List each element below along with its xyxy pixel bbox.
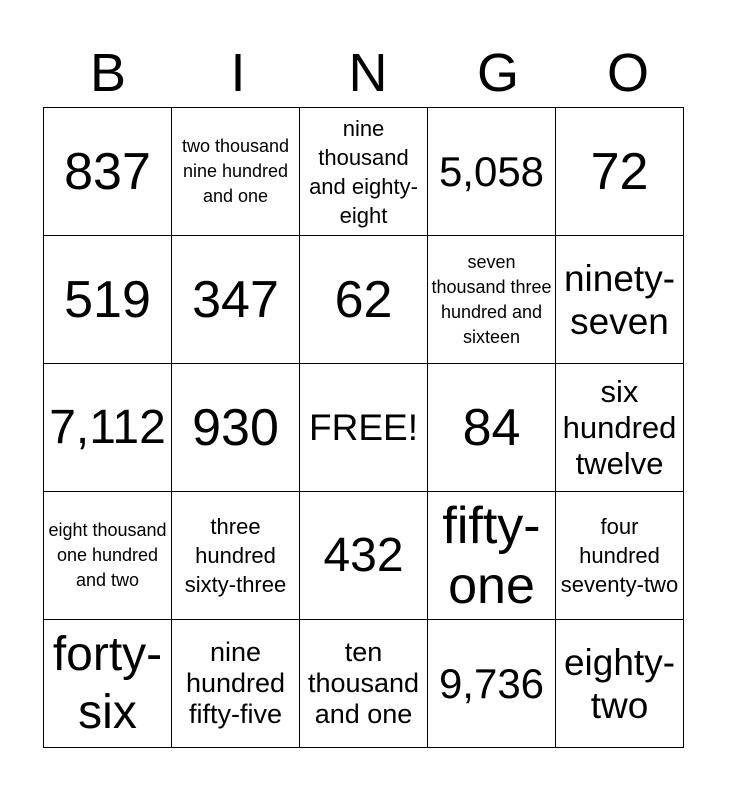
bingo-cell[interactable]: 837 — [44, 108, 172, 236]
bingo-cell[interactable]: three hundred sixty-three — [172, 492, 300, 620]
bingo-cell[interactable]: seven thousand three hundred and sixteen — [428, 236, 556, 364]
bingo-cell[interactable]: 432 — [300, 492, 428, 620]
free-space[interactable]: FREE! — [300, 364, 428, 492]
board-row — [44, 492, 684, 620]
bingo-cell[interactable]: 347 — [172, 236, 300, 364]
bingo-cell[interactable]: two thousand nine hundred and one — [172, 108, 300, 236]
bingo-cell[interactable]: ten thousand and one — [300, 620, 428, 748]
bingo-cell[interactable]: four hundred seventy-two — [556, 492, 684, 620]
bingo-cell[interactable]: ninety-seven — [556, 236, 684, 364]
bingo-cell[interactable]: fifty-one — [428, 492, 556, 620]
bingo-cell[interactable]: 5,058 — [428, 108, 556, 236]
bingo-board — [43, 107, 684, 748]
bingo-cell[interactable]: 72 — [556, 108, 684, 236]
header-letter-g: G — [476, 43, 519, 103]
bingo-cell[interactable]: nine hundred fifty-five — [172, 620, 300, 748]
bingo-cell[interactable]: 930 — [172, 364, 300, 492]
board-row — [44, 108, 684, 236]
bingo-cell[interactable]: 9,736 — [428, 620, 556, 748]
bingo-cell[interactable]: eight thousand one hundred and two — [44, 492, 172, 620]
bingo-header — [43, 40, 693, 106]
header-letter-o: O — [606, 43, 649, 103]
board-row — [44, 364, 684, 492]
bingo-cell[interactable]: 7,112 — [44, 364, 172, 492]
bingo-cell[interactable]: 519 — [44, 236, 172, 364]
bingo-cell[interactable]: forty-six — [44, 620, 172, 748]
bingo-cell[interactable]: 84 — [428, 364, 556, 492]
board-row — [44, 620, 684, 748]
header-letter-n: N — [348, 43, 388, 103]
header-letter-b: B — [89, 43, 127, 103]
board-row — [44, 236, 684, 364]
bingo-cell[interactable]: 62 — [300, 236, 428, 364]
bingo-cell[interactable]: six hundred twelve — [556, 364, 684, 492]
bingo-cell[interactable]: eighty-two — [556, 620, 684, 748]
bingo-cell[interactable]: nine thousand and eighty-eight — [300, 108, 428, 236]
header-letter-i: I — [230, 43, 246, 103]
